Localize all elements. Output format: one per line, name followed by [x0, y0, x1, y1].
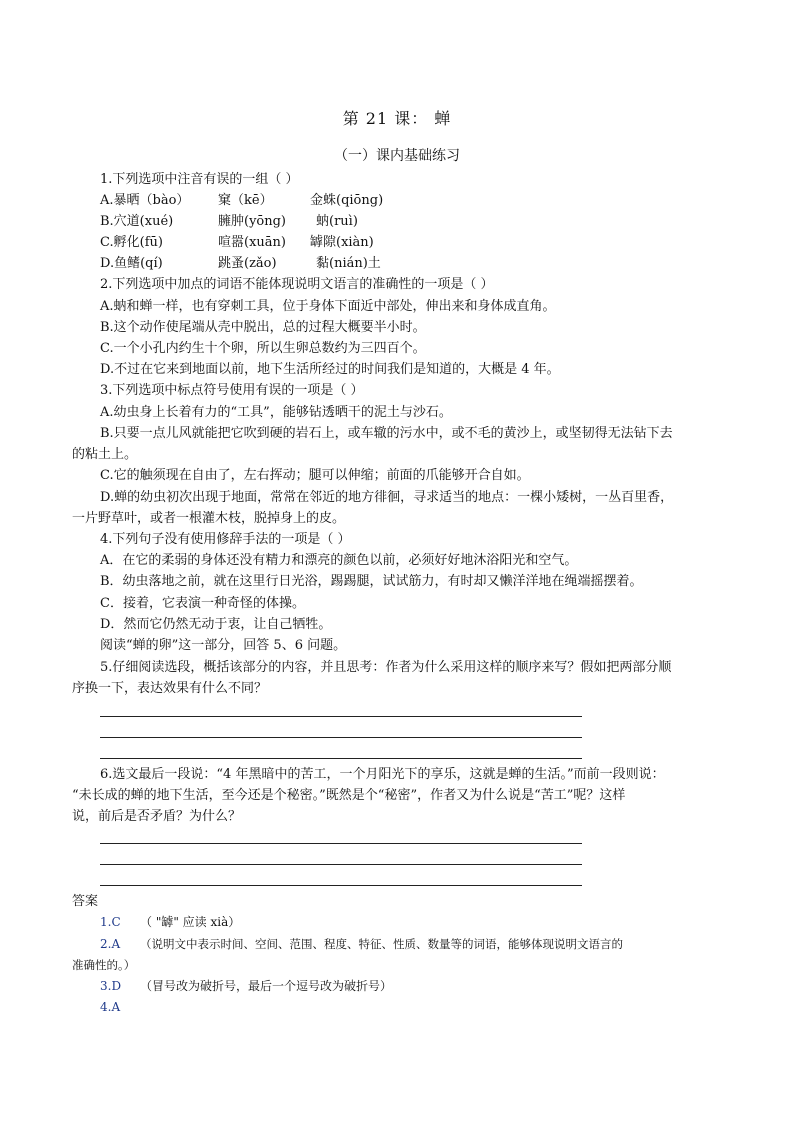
- q2-option-b: B.这个动作使尾端从壳中脱出，总的过程大概要半小时。: [100, 320, 426, 335]
- reading-instruction: 阅读“蝉的卵”这一部分，回答 5、6 问题。: [100, 638, 347, 653]
- section-subtitle: （一）课内基础练习: [334, 148, 460, 164]
- q3-option-b-line2: 的粘土上。: [72, 447, 138, 462]
- q3-option-d-line2: 一片野草叶，或者一根灌木枝，脱掉身上的皮。: [72, 511, 346, 526]
- answer-2-number: 2.A: [100, 937, 121, 951]
- q1-c-1: C.孵化(fū): [100, 235, 163, 250]
- q1-b-2: 臃肿(yōng): [218, 214, 287, 229]
- q3-stem: 3.下列选项中标点符号使用有误的一项是（ ）: [100, 383, 364, 398]
- answer-2-note-line1: （说明文中表示时间、空间、范围、程度、特征、性质、数量等的词语，能够体现说明文语言的: [140, 937, 623, 951]
- lesson-title: 第 21 课： 蝉: [342, 109, 452, 128]
- q2-stem: 2.下列选项中加点的词语不能体现说明文语言的准确性的一项是（ ）: [100, 277, 494, 292]
- q4-option-a: A．在它的柔弱的身体还没有精力和漂亮的颜色以前，必须好好地沐浴阳光和空气。: [100, 553, 578, 568]
- q1-d-3: 黏(nián)土: [316, 256, 381, 271]
- q1-stem: 1.下列选项中注音有误的一组（ ）: [100, 172, 299, 187]
- answer-1-number: 1.C: [100, 915, 121, 929]
- q5-line2: 序换一下，表达效果有什么不同？: [72, 681, 268, 696]
- answers-heading: 答案: [72, 894, 99, 909]
- q2-option-c: C.一个小孔内约生十个卵，所以生卵总数约为三四百个。: [100, 341, 426, 356]
- answer-4-number: 4.A: [100, 1000, 121, 1014]
- q6-answer-line[interactable]: [100, 885, 582, 886]
- q1-b-3: 蚋(ruì): [316, 214, 358, 229]
- q1-d-1: D.鱼鳍(qí): [100, 256, 163, 271]
- q5-answer-line[interactable]: [100, 758, 582, 759]
- q6-line1: 6.选文最后一段说：“4 年黑暗中的苦工，一个月阳光下的享乐，这就是蝉的生活。”而前一段则说：: [100, 767, 665, 782]
- q3-option-b-line1: B.只要一点儿风就能把它吹到硬的岩石上，或车辙的污水中，或不毛的黄沙上，或坚韧得无法钻下去: [100, 426, 673, 441]
- q4-stem: 4.下列句子没有使用修辞手法的一项是（ ）: [100, 532, 351, 547]
- q6-line2: “未长成的蝉的地下生活，至今还是个秘密。”既然是个“秘密”，作者又为什么说是“苦工”呢？这样: [72, 788, 626, 803]
- answer-3-note: （冒号改为破折号，最后一个逗号改为破折号）: [140, 979, 393, 993]
- q1-a-3: 金蛛(qiōng): [310, 193, 384, 208]
- q5-answer-line[interactable]: [100, 716, 582, 717]
- q5-answer-line[interactable]: [100, 737, 582, 738]
- q1-a-2: 窠（kē）: [218, 193, 273, 208]
- q1-b-1: B.穴道(xué): [100, 214, 174, 229]
- q1-a-1: A.暴晒（bào）: [100, 193, 190, 208]
- q5-line1: 5.仔细阅读选段，概括该部分的内容，并且思考：作者为什么采用这样的顺序来写？假如把两部分顺: [100, 660, 672, 675]
- q1-c-3: 罅隙(xiàn): [310, 235, 374, 250]
- q3-option-d-line1: D.蝉的幼虫初次出现于地面，常常在邻近的地方徘徊，寻求适当的地点：一棵小矮树，一丛百里香，: [100, 490, 674, 505]
- answer-2-note-line2: 准确性的。）: [72, 958, 136, 972]
- q6-answer-line[interactable]: [100, 843, 582, 844]
- q2-option-d: D.不过在它来到地面以前，地下生活所经过的时间我们是知道的，大概是 4 年。: [100, 362, 560, 377]
- answer-1-note: （ "罅" 应读 xià）: [140, 915, 241, 929]
- answer-3-number: 3.D: [100, 979, 122, 993]
- q3-option-c: C.它的触须现在自由了，左右挥动；腿可以伸缩；前面的爪能够开合自如。: [100, 468, 530, 483]
- q2-option-a: A.蚋和蝉一样，也有穿刺工具，位于身体下面近中部处，伸出来和身体成直角。: [100, 299, 556, 314]
- q6-answer-line[interactable]: [100, 864, 582, 865]
- q4-option-b: B．幼虫落地之前，就在这里行日光浴，踢踢腿，试试筋力，有时却又懒洋洋地在绳端摇摆着。: [100, 574, 643, 589]
- q1-c-2: 喧嚣(xuān): [218, 235, 286, 250]
- q4-option-d: D．然而它仍然无动于衷，让自己牺牲。: [100, 617, 332, 632]
- q1-d-2: 跳蚤(zǎo): [218, 256, 277, 271]
- q4-option-c: C．接着，它表演一种奇怪的体操。: [100, 596, 305, 611]
- q6-line3: 说，前后是否矛盾？为什么？: [72, 809, 242, 824]
- q3-option-a: A.幼虫身上长着有力的“工具”，能够钻透晒干的泥土与沙石。: [100, 405, 452, 420]
